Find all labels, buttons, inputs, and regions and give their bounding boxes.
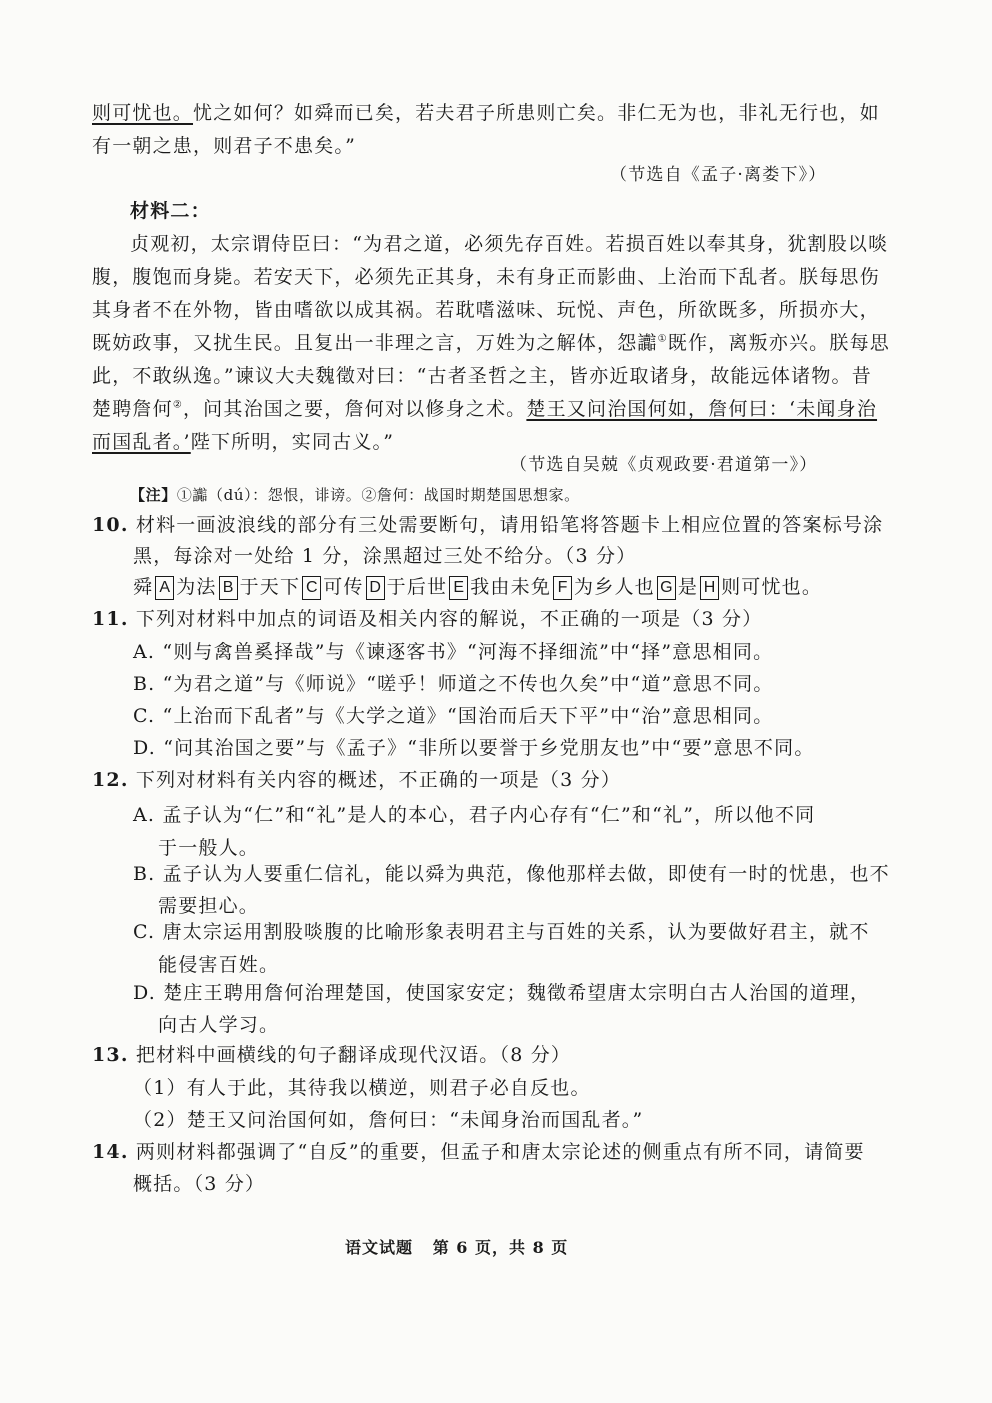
q10-segment-text: 是	[677, 576, 699, 598]
question-11: 11. 下列对材料中加点的词语及相关内容的解说，不正确的一项是（3 分）	[92, 608, 763, 630]
material2-line: 而国乱者。’陛下所明，实同古义。”	[92, 431, 395, 453]
q12-option-a-cont: 于一般人。	[158, 837, 260, 859]
q11-option-c: C. “上治而下乱者”与《大学之道》“国治而后天下平”中“治”意思相同。	[133, 705, 774, 727]
q10-segment-text: 于天下	[239, 576, 301, 598]
q10-segment-text: 于后世	[386, 576, 448, 598]
q10-answer-box-c: C	[302, 576, 321, 600]
q11-option-d: D. “问其治国之要”与《孟子》“非所以要誉于乡党朋友也”中“要”意思不同。	[133, 737, 815, 759]
q10-answer-box-f: F	[553, 576, 572, 600]
q10-segment-text: 则可忧也。	[721, 576, 823, 598]
question-12: 12. 下列对材料有关内容的概述，不正确的一项是（3 分）	[92, 769, 622, 791]
question-14-line2: 概括。（3 分）	[133, 1173, 266, 1195]
q10-answer-box-b: B	[219, 576, 238, 600]
q10-segment-text: 可传	[323, 576, 364, 598]
q12-option-d: D. 楚庄王聘用詹何治理楚国，使国家安定；魏徵希望唐太宗明白古人治国的道理，	[133, 982, 871, 1004]
material1-line2: 有一朝之患，则君子不患矣。”	[92, 135, 357, 157]
material2-source: （节选自吴兢《贞观政要·君道第一》）	[510, 455, 818, 475]
material2-line: 腹，腹饱而身毙。若安天下，必须先正其身，未有身正而影曲、上治而下乱者。朕每思伤	[92, 266, 880, 288]
q10-segment-text: 为乡人也	[574, 576, 655, 598]
footnote-mark: ②	[172, 399, 183, 411]
q12-option-a: A. 孟子认为“仁”和“礼”是人的本心，君子内心存有“仁”和“礼”，所以他不同	[133, 804, 816, 826]
q10-answer-box-h: H	[700, 576, 719, 600]
material1-source: （节选自《孟子·离娄下》）	[610, 165, 827, 185]
footnote-mark: ①	[657, 333, 668, 345]
q10-answer-box-g: G	[657, 576, 676, 600]
material2-line: 贞观初，太宗谓侍臣曰：“为君之道，必须先存百姓。若损百姓以奉其身，犹割股以啖	[130, 233, 889, 255]
q10-segment-text: 舜	[133, 576, 154, 598]
material1-line1: 则可忧也。忧之如何？如舜而已矣，若夫君子所患则亡矣。非仁无为也，非礼无行也，如	[92, 102, 880, 124]
material2-line: 此，不敢纵逸。”谏议大夫魏徵对曰：“古者圣哲之主，皆亦近取诸身，故能远体诸物。昔	[92, 365, 872, 387]
question-10-line2: 黑，每涂对一处给 1 分，涂黑超过三处不给分。（3 分）	[133, 545, 637, 567]
footer-subject: 语文试题	[345, 1238, 414, 1257]
q10-answer-box-e: E	[449, 576, 468, 600]
q12-option-c: C. 唐太宗运用割股啖腹的比喻形象表明君主与百姓的关系，认为要做好君主，就不	[133, 921, 870, 943]
q13-item-1: （1）有人于此，其待我以横逆，则君子必自反也。	[133, 1077, 591, 1099]
material2-line: 楚聘詹何②，问其治国之要，詹何对以修身之术。楚王又问治国何如，詹何曰：‘未闻身治	[92, 398, 878, 420]
q13-item-2: （2）楚王又问治国何如，詹何曰：“未闻身治而国乱者。”	[133, 1109, 644, 1131]
q10-answer-box-d: D	[366, 576, 385, 600]
question-10: 10. 材料一画波浪线的部分有三处需要断句，请用铅笔将答题卡上相应位置的答案标号涂	[92, 514, 884, 536]
footer-page-number: 第 6 页，共 8 页	[432, 1238, 569, 1257]
q10-segment-text: 我由未免	[470, 576, 552, 598]
footnotes: 【注】①讟（dú）：怨恨，诽谤。②詹何：战国时期楚国思想家。	[130, 486, 580, 504]
q10-segment-text: 为法	[176, 576, 217, 598]
q11-option-b: B. “为君之道”与《师说》“嗟乎！师道之不传也久矣”中“道”意思不同。	[133, 673, 774, 695]
q10-answer-box-a: A	[155, 576, 174, 600]
underlined-sentence: 楚王又问治国何如，詹何曰：‘未闻身治	[526, 398, 878, 420]
underlined-sentence: 则可忧也。	[92, 102, 194, 124]
question-14: 14. 两则材料都强调了“自反”的重要，但孟子和唐太宗论述的侧重点有所不同，请简要	[92, 1141, 865, 1163]
q12-option-b: B. 孟子认为人要重仁信礼，能以舜为典范，像他那样去做，即使有一时的忧患，也不	[133, 863, 890, 885]
material2-line: 既妨政事，又扰生民。且复出一非理之言，万姓为之解体，怨讟①既作，离叛亦兴。朕每思	[92, 332, 890, 354]
q12-option-c-cont: 能侵害百姓。	[158, 954, 280, 976]
q12-option-d-cont: 向古人学习。	[158, 1014, 280, 1036]
question-13: 13. 把材料中画横线的句子翻译成现代汉语。（8 分）	[92, 1044, 572, 1066]
material2-heading: 材料二：	[130, 200, 211, 222]
q12-option-b-cont: 需要担心。	[158, 895, 260, 917]
material2-line: 其身者不在外物，皆由嗜欲以成其祸。若耽嗜滋味、玩悦、声色，所欲既多，所损亦大，	[92, 299, 880, 321]
page-footer	[345, 1233, 568, 1263]
q10-segments	[133, 572, 822, 602]
q11-option-a: A. “则与禽兽奚择哉”与《谏逐客书》“河海不择细流”中“择”意思相同。	[133, 641, 774, 663]
underlined-sentence: 而国乱者。’	[92, 431, 191, 453]
